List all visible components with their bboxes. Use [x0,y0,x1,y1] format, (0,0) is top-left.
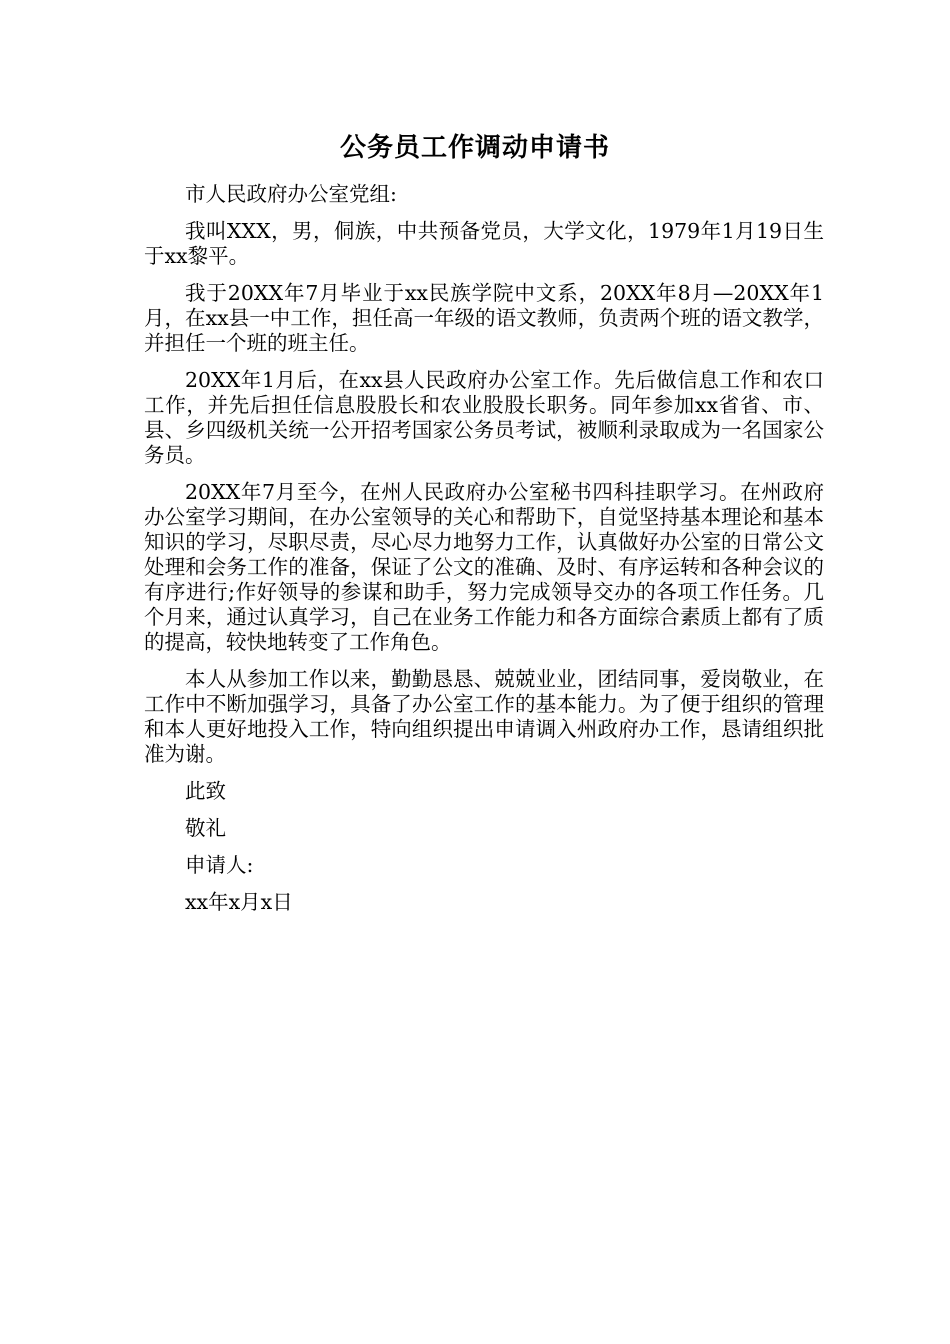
paragraph-county-office: 20XX年1月后，在xx县人民政府办公室工作。先后做信息工作和农口工作，并先后担任信息股股长和农业股股长职务。同年参加xx省省、市、县、乡四级机关统一公开招考国家公务员考试，被顺利录取成为一名国家公务员。 [144,368,824,467]
document-body [144,182,824,927]
closing-jing-li: 敬礼 [185,816,226,840]
salutation: 市人民政府办公室党组: [185,182,397,206]
date-line: xx年x月x日 [185,890,293,914]
document-title: 公务员工作调动申请书 [339,133,610,163]
paragraph-intro: 我叫XXX，男，侗族，中共预备党员，大学文化，1979年1月19日生于xx黎平。 [144,219,824,268]
paragraph-request: 本人从参加工作以来，勤勤恳恳、兢兢业业，团结同事，爱岗敬业，在工作中不断加强学习，具备了办公室工作的基本能力。为了便于组织的管理和本人更好地投入工作，特向组织提出申请调入州政府办工作，恳请组织批准为谢。 [144,667,824,766]
applicant-label: 申请人: [185,853,254,877]
closing-ci-zhi: 此致 [185,779,226,803]
paragraph-education: 我于20XX年7月毕业于xx民族学院中文系，20XX年8月—20XX年1月，在xx县一中工作，担任高一年级的语文教师，负责两个班的语文教学，并担任一个班的班主任。 [144,281,824,355]
paragraph-state-office: 20XX年7月至今，在州人民政府办公室秘书四科挂职学习。在州政府办公室学习期间，在办公室领导的关心和帮助下，自觉坚持基本理论和基本知识的学习，尽职尽责，尽心尽力地努力工作，认真做好办公室的日常公文处理和会务工作的准备，保证了公文的准确、及时、有序运转和各种会议的有序进行;作好领导的参谋和助手，努力完成领导交办的各项工作任务。几个月来，通过认真学习，自己在业务工作能力和各方面综合素质上都有了质的提高，较快地转变了工作角色。 [144,480,824,654]
